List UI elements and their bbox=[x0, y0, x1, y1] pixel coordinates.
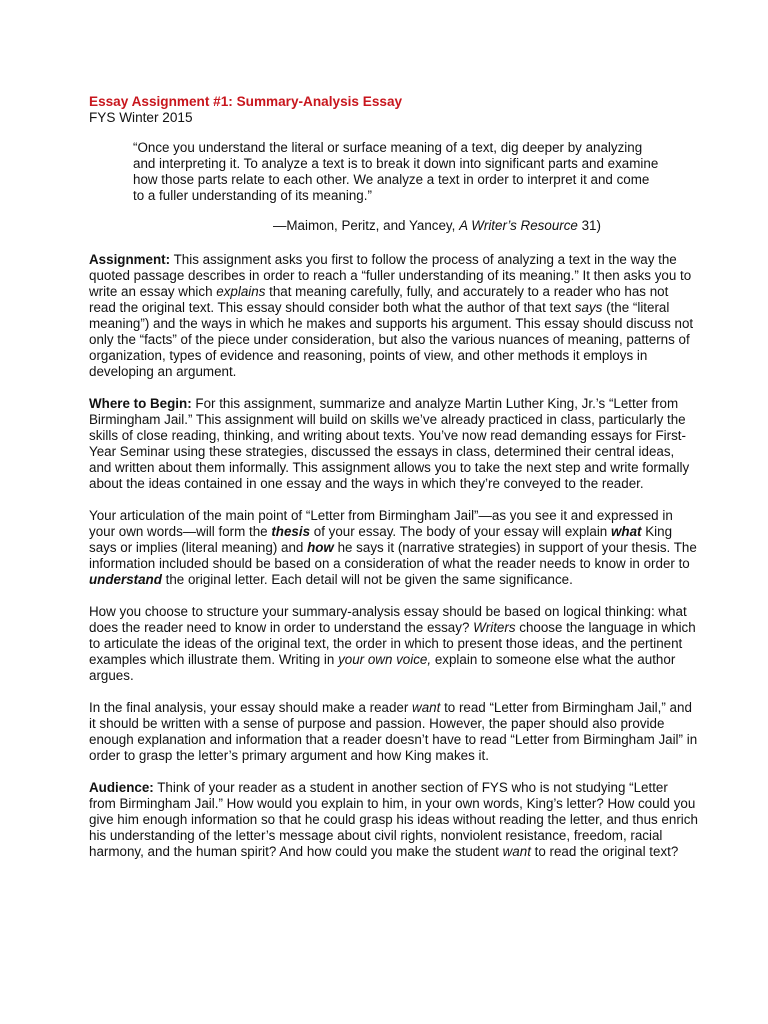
where-to-begin-text: For this assignment, summarize and analyze Martin Luther King, Jr.’s “Letter from Birmingham Jail.” This assignment will build on skills we’ve already practiced in class, particularly the skills of close reading, thinking, and writing about texts. You’ve now read demanding essays for First-Year Seminar using these strategies, discussed the essays in class, determined their central ideas, and written about them informally. This assignment allows you to take the next step and write formally about the ideas contained in one essay and the ways in which they’re conveyed to the reader. bbox=[89, 396, 690, 491]
final-analysis-emphasis-want: want bbox=[412, 700, 441, 715]
articulation-text-3: King says or implies (literal meaning) and bbox=[89, 524, 673, 555]
quote-text: “Once you understand the literal or surface meaning of a text, dig deeper by analyzing and interpreting it. To analyze a text is to break it down into significant parts and examine how those parts relate to each other. We analyze a text in order to interpret it and come to a fuller understanding of its meaning.” bbox=[133, 140, 659, 203]
audience-heading: Audience: bbox=[89, 780, 154, 795]
structure-text-2: choose the language in which to articulate the ideas of the original text, the order in which to present those ideas, and the pertinent examples which illustrate them. Writing in bbox=[89, 620, 696, 667]
where-to-begin-heading: Where to Begin: bbox=[89, 396, 192, 411]
attribution-page: 31) bbox=[577, 218, 601, 233]
structure-paragraph bbox=[89, 604, 698, 684]
assignment-text-2: that meaning carefully, fully, and accurately to a reader who has not read the original text. This essay should consider both what the author of that text bbox=[89, 284, 669, 315]
assignment-emphasis-says: says bbox=[574, 300, 603, 315]
articulation-paragraph bbox=[89, 508, 698, 588]
where-to-begin-paragraph bbox=[89, 396, 698, 492]
structure-text-1: How you choose to structure your summary-analysis essay should be based on logical thinking: what does the reader need to know in order to understand the essay? bbox=[89, 604, 687, 635]
assignment-text-1: This assignment asks you first to follow the process of analyzing a text in the way the quoted passage describes in order to reach a “fuller understanding of its meaning.” It then asks you to write an essay which bbox=[89, 252, 692, 299]
articulation-emphasis-what: what bbox=[610, 524, 642, 539]
attribution-authors: —Maimon, Peritz, and Yancey, bbox=[273, 218, 460, 233]
audience-text-1: Think of your reader as a student in another section of FYS who is not studying “Letter from Birmingham Jail.” How would you explain to him, in your own words, King’s letter? How could you give him enough information so that he could grasp his ideas without reading the letter, and thus enrich his understanding of the letter’s message about civil rights, nonviolent resistance, freedom, racial harmony, and the human spirit? And how could you make the student bbox=[89, 780, 698, 859]
structure-emphasis-own-voice: your own voice, bbox=[338, 652, 432, 667]
audience-emphasis-want: want bbox=[502, 844, 531, 859]
articulation-emphasis-how: how bbox=[307, 540, 334, 555]
structure-text-3: explain to someone else what the author argues. bbox=[89, 652, 676, 683]
final-analysis-text-2: to read “Letter from Birmingham Jail,” and it should be written with a sense of purpose and passion. However, the paper should also provide enough explanation and information that a reader doesn’t have to read “Letter from Birmingham Jail” in order to grasp the letter’s primary argument and how King makes it. bbox=[89, 700, 698, 763]
articulation-text-2: of your essay. The body of your essay will explain bbox=[310, 524, 611, 539]
epigraph-quote bbox=[133, 140, 663, 234]
articulation-text-5: the original letter. Each detail will not be given the same significance. bbox=[161, 572, 573, 587]
structure-emphasis-writers: Writers bbox=[473, 620, 516, 635]
document-subtitle: FYS Winter 2015 bbox=[89, 110, 193, 125]
audience-text-2: to read the original text? bbox=[530, 844, 679, 859]
assignment-emphasis-explains: explains bbox=[216, 284, 266, 299]
assignment-text-3: (the “literal meaning”) and the ways in which he makes and supports his argument. This essay should discuss not only the “facts” of the piece under consideration, but also the various nuances of meaning, patterns of organization, types of evidence and reasoning, points of view, and other methods it employs in developing an argument. bbox=[89, 300, 694, 379]
quote-attribution bbox=[273, 218, 663, 234]
assignment-heading: Assignment: bbox=[89, 252, 171, 267]
assignment-paragraph bbox=[89, 252, 698, 380]
final-analysis-text-1: In the final analysis, your essay should make a reader bbox=[89, 700, 413, 715]
articulation-emphasis-thesis: thesis bbox=[271, 524, 311, 539]
document-title: Essay Assignment #1: Summary-Analysis Essay bbox=[89, 94, 403, 109]
articulation-text-4: he says it (narrative strategies) in support of your thesis. The information included should be based on a consideration of what the reader needs to know in order to bbox=[89, 540, 697, 571]
attribution-book-title: A Writer’s Resource bbox=[459, 218, 578, 233]
articulation-emphasis-understand: understand bbox=[89, 572, 162, 587]
audience-paragraph bbox=[89, 780, 698, 860]
articulation-text-1: Your articulation of the main point of “Letter from Birmingham Jail”—as you see it and expressed in your own words—will form the bbox=[89, 508, 673, 539]
final-analysis-paragraph bbox=[89, 700, 698, 764]
